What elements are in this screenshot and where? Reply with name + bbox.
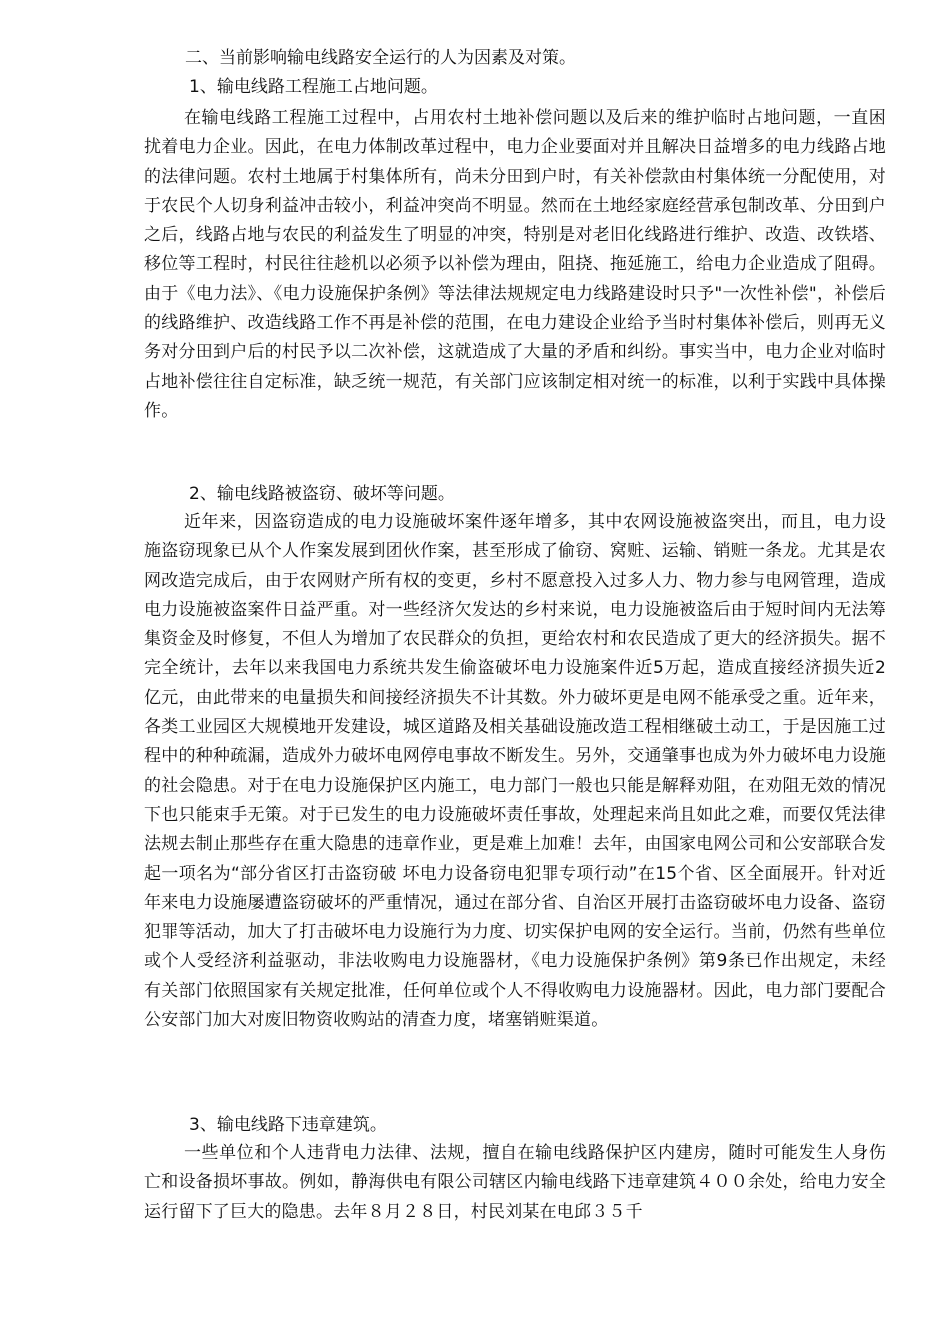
subsection-paragraph-1: 在输电线路工程施工过程中，占用农村土地补偿问题以及后来的维护临时占地问题，一直困扰着电力企业。因此，在电力体制改革过程中，电力企业要面对并且解决日益增多的电力线路占地的法律问题。农村土地属于村集体所有，尚未分田到户时，有关补偿款由村集体统一分配使用，对于农民个人切身利益冲击较小，利益冲突尚不明显。然而在土地经家庭经营承包制改革、分田到户之后，线路占地与农民的利益发生了明显的冲突，特别是对老旧化线路进行维护、改造、改铁塔、移位等工程时，村民往往趁机以必须予以补偿为理由，阻挠、拖延施工，给电力企业造成了阻碍。由于《电力法》、《电力设施保护条例》等法律法规规定电力线路建设时只予"一次性补偿"，补偿后的线路维护、改造线路工作不再是补偿的范围，在电力建设企业给予当时村集体补偿后，则再无义务对分田到户后的村民予以二次补偿，这就造成了大量的矛盾和纠纷。事实当中，电力企业对临时占地补偿往往自定标准，缺乏统一规范，有关部门应该制定相对统一的标准，以利于实践中具体操作。 [144,108,886,421]
subsection-heading-2: 2、输电线路被盗窃、破坏等问题。 [189,484,455,504]
subsection-heading-3: 3、输电线路下违章建筑。 [189,1115,387,1135]
section-title: 二、当前影响输电线路安全运行的人为因素及对策。 [185,48,576,68]
subsection-paragraph-3: 一些单位和个人违背电力法律、法规，擅自在输电线路保护区内建房，随时可能发生人身伤亡和设备损坏事故。例如，静海供电有限公司辖区内输电线路下违章建筑４００余处，给电力安全运行留下了巨大的隐患。去年８月２８日，村民刘某在电邱３５千 [144,1143,886,1222]
subsection-heading-1: 1、输电线路工程施工占地问题。 [189,77,438,97]
subsection-paragraph-2: 近年来，因盗窃造成的电力设施破坏案件逐年增多，其中农网设施被盗突出，而且，电力设施盗窃现象已从个人作案发展到团伙作案，甚至形成了偷窃、窝赃、运输、销赃一条龙。尤其是农网改造完成后，由于农网财产所有权的变更，乡村不愿意投入过多人力、物力参与电网管理，造成电力设施被盗案件日益严重。对一些经济欠发达的乡村来说，电力设施被盗后由于短时间内无法筹集资金及时修复，不但人为增加了农民群众的负担，更给农村和农民造成了更大的经济损失。据不完全统计，去年以来我国电力系统共发生偷盗破坏电力设施案件近5万起，造成直接经济损失近2亿元，由此带来的电量损失和间接经济损失不计其数。外力破坏更是电网不能承受之重。近年来，各类工业园区大规模地开发建设，城区道路及相关基础设施改造工程相继破土动工，于是因施工过程中的种种疏漏，造成外力破坏电网停电事故不断发生。另外，交通肇事也成为外力破坏电力设施的社会隐患。对于在电力设施保护区内施工，电力部门一般也只能是解释劝阻，在劝阻无效的情况下也只能束手无策。对于已发生的电力设施破坏责任事故，处理起来尚且如此之难，而要仅凭法律法规去制止那些存在重大隐患的违章作业，更是难上加难！去年，由国家电网公司和公安部联合发起一项名为“部分省区打击盗窃破 坏电力设备窃电犯罪专项行动”在15个省、区全面展开。针对近年来电力设施屡遭盗窃破坏的严重情况，通过在部分省、自治区开展打击盗窃破坏电力设备、盗窃犯罪等活动，加大了打击破坏电力设施行为力度、切实保护电网的安全运行。当前，仍然有些单位或个人受经济利益驱动，非法收购电力设施器材，《电力设施保护条例》第9条已作出规定，未经有关部门依照国家有关规定批准，任何单位或个人不得收购电力设施器材。因此，电力部门要配合公安部门加大对废旧物资收购站的清查力度，堵塞销赃渠道。 [144,512,886,1031]
